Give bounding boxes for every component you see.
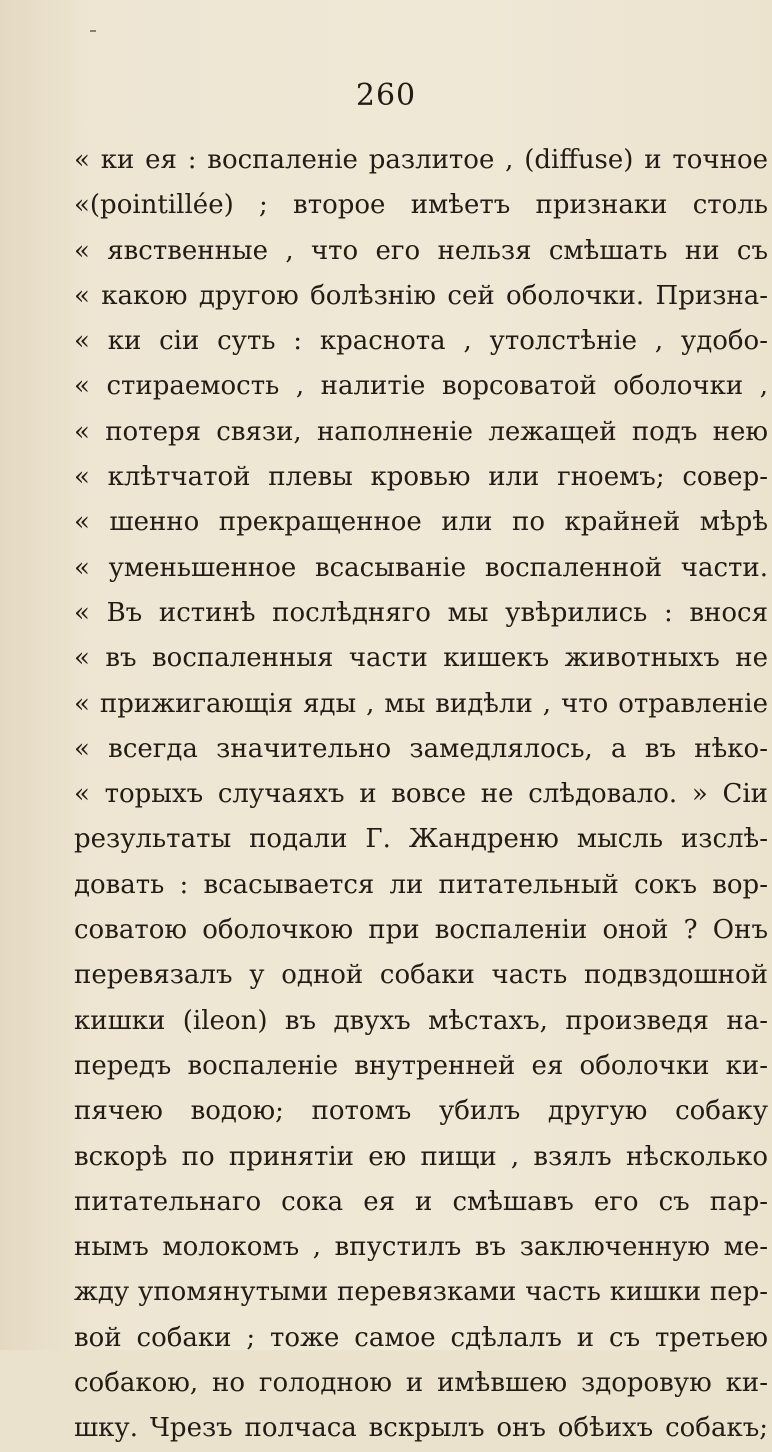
text-line: нымъ молокомъ , впустилъ въ заключенную ме-	[74, 1232, 768, 1263]
text-line: собакою, но голодною и имѣвшею здоровую ки-	[74, 1368, 768, 1399]
text-line: « торыхъ случаяхъ и вовсе не слѣдовало. » Сіи	[74, 779, 768, 810]
text-line: шку. Чрезъ полчаса вскрылъ онъ обѣихъ собакъ;	[74, 1413, 768, 1444]
page-number: 260	[355, 78, 417, 113]
text-line: « стираемость , налитіе ворсоватой оболочки ,	[74, 371, 768, 402]
text-line: результаты подали Г. Жандреню мысль изслѣ-	[74, 824, 768, 855]
text-line: пячею водою; потомъ убилъ другую собаку	[74, 1096, 768, 1127]
text-line: довать : всасывается ли питательный сокъ вор-	[74, 869, 768, 900]
text-line: вскорѣ по принятіи ею пищи , взялъ нѣсколько	[74, 1141, 768, 1172]
text-line: « въ воспаленныя части кишекъ животныхъ не	[74, 643, 768, 674]
text-line: перевязалъ у одной собаки часть подвздошной	[74, 960, 768, 991]
text-line: « уменьшенное всасываніе воспаленной части.	[74, 552, 768, 583]
text-line: вой собаки ; тоже самое сдѣлалъ и съ третьею	[74, 1322, 768, 1353]
text-line: передъ воспаленіе внутренней ея оболочки ки-	[74, 1050, 768, 1081]
text-line: « ки сіи суть : краснота , утолстѣніе , удобо-	[74, 326, 768, 357]
page-edge-mark	[90, 30, 96, 32]
text-line: питательнаго сока ея и смѣшавъ его съ пар-	[74, 1186, 768, 1217]
text-line: «(pointillée) ; второе имѣетъ признаки столь	[74, 190, 768, 221]
text-line: « клѣтчатой плевы кровью или гноемъ; совер-	[74, 462, 768, 493]
text-line: « Въ истинѣ послѣдняго мы увѣрились : внося	[74, 597, 768, 628]
text-line: « прижигающія яды , мы видѣли , что отравленіе	[74, 688, 768, 719]
text-line: соватою оболочкою при воспаленіи оной ? Онъ	[74, 915, 768, 946]
text-line: жду упомянутыми перевязками часть кишки пер-	[74, 1277, 768, 1308]
text-line: « явственные , что его нельзя смѣшать ни съ	[74, 235, 768, 266]
text-line: « какою другою болѣзнію сей оболочки. Призна-	[74, 280, 768, 311]
text-line: « потеря связи, наполненіе лежащей подъ нею	[74, 416, 768, 447]
text-line: кишки (ileon) въ двухъ мѣстахъ, произведя на-	[74, 1005, 768, 1036]
text-line: « шенно прекращенное или по крайней мѣрѣ	[74, 507, 768, 538]
text-line: « ки ея : воспаленіе разлитое , (diffuse) и точное	[74, 145, 768, 175]
text-line: « всегда значительно замедлялось, а въ нѣко-	[74, 733, 768, 764]
body-text	[74, 138, 768, 1452]
